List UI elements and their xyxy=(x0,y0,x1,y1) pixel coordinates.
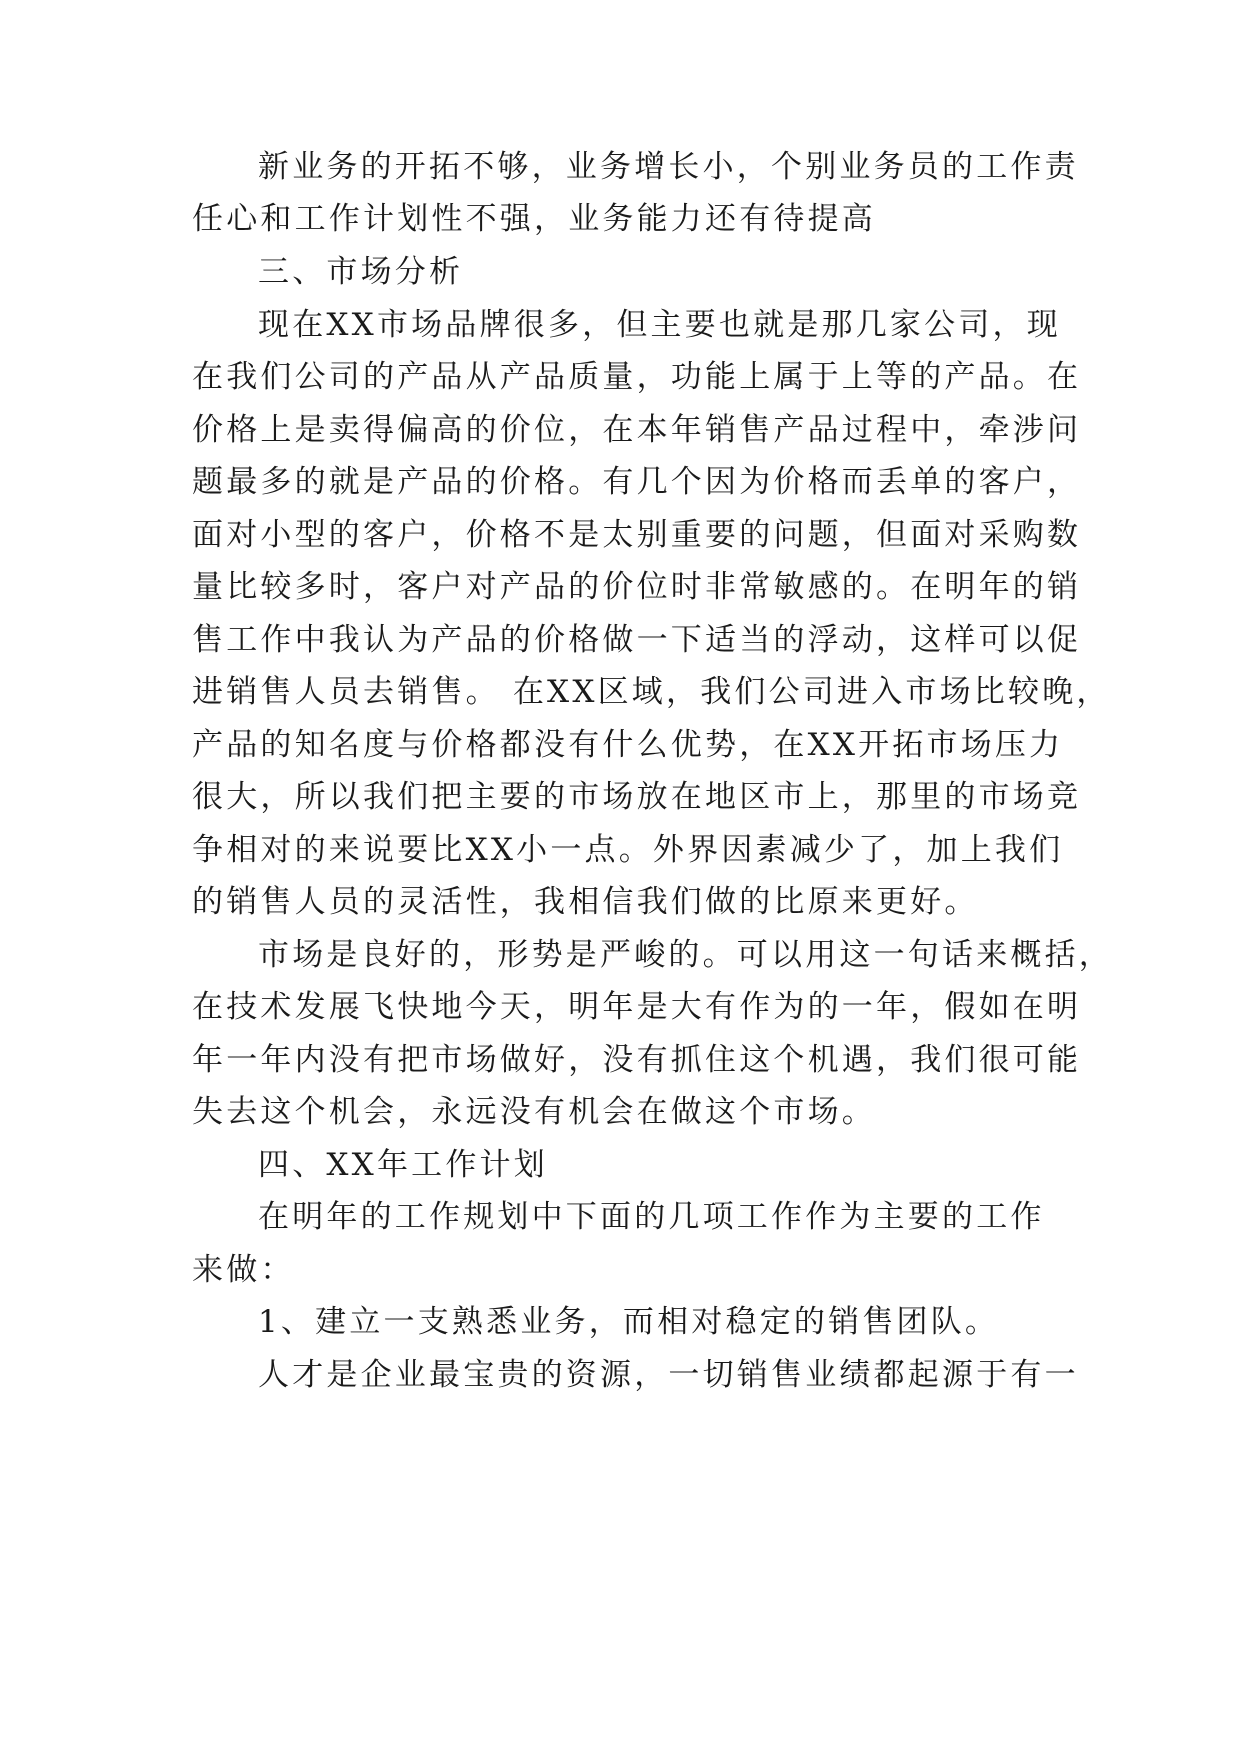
paragraph-line: 价格上是卖得偏高的价位，在本年销售产品过程中，牵涉问 xyxy=(192,412,1082,448)
paragraph-line: 争相对的来说要比XX小一点。外界因素减少了，加上我们 xyxy=(192,832,1064,868)
section-heading: 四、XX年工作计划 xyxy=(258,1147,548,1183)
paragraph-line: 面对小型的客户，价格不是太别重要的问题，但面对采购数 xyxy=(192,517,1082,553)
paragraph-line: 在技术发展飞快地今天，明年是大有作为的一年，假如在明 xyxy=(192,989,1082,1025)
paragraph-line: 来做： xyxy=(192,1252,295,1288)
list-item: 1、建立一支熟悉业务，而相对稳定的销售团队。 xyxy=(258,1304,1000,1340)
paragraph-line: 人才是企业最宝贵的资源，一切销售业绩都起源于有一 xyxy=(258,1357,1079,1393)
paragraph-line: 题最多的就是产品的价格。有几个因为价格而丢单的客户， xyxy=(192,464,1082,500)
paragraph-line: 在我们公司的产品从产品质量，功能上属于上等的产品。在 xyxy=(192,359,1082,395)
paragraph-line: 年一年内没有把市场做好，没有抓住这个机遇，我们很可能 xyxy=(192,1042,1082,1078)
paragraph-line: 市场是良好的，形势是严峻的。可以用这一句话来概括， xyxy=(258,937,1113,973)
paragraph-line: 量比较多时，客户对产品的价位时非常敏感的。在明年的销 xyxy=(192,569,1082,605)
paragraph-line: 在明年的工作规划中下面的几项工作作为主要的工作 xyxy=(258,1199,1045,1235)
paragraph-line: 的销售人员的灵活性，我相信我们做的比原来更好。 xyxy=(192,884,979,920)
paragraph-line: 任心和工作计划性不强，业务能力还有待提高 xyxy=(192,201,876,237)
paragraph-line: 售工作中我认为产品的价格做一下适当的浮动，这样可以促 xyxy=(192,622,1082,658)
paragraph-line: 进销售人员去销售。 在XX区域，我们公司进入市场比较晚， xyxy=(192,674,1111,710)
paragraph-line: 产品的知名度与价格都没有什么优势，在XX开拓市场压力 xyxy=(192,727,1064,763)
paragraph-line: 很大，所以我们把主要的市场放在地区市上，那里的市场竞 xyxy=(192,779,1082,815)
paragraph-line: 新业务的开拓不够，业务增长小，个别业务员的工作责 xyxy=(258,149,1079,185)
section-heading: 三、市场分析 xyxy=(258,254,464,290)
paragraph-line: 现在XX市场品牌很多，但主要也就是那几家公司，现 xyxy=(258,307,1061,343)
paragraph-line: 失去这个机会，永远没有机会在做这个市场。 xyxy=(192,1094,876,1130)
